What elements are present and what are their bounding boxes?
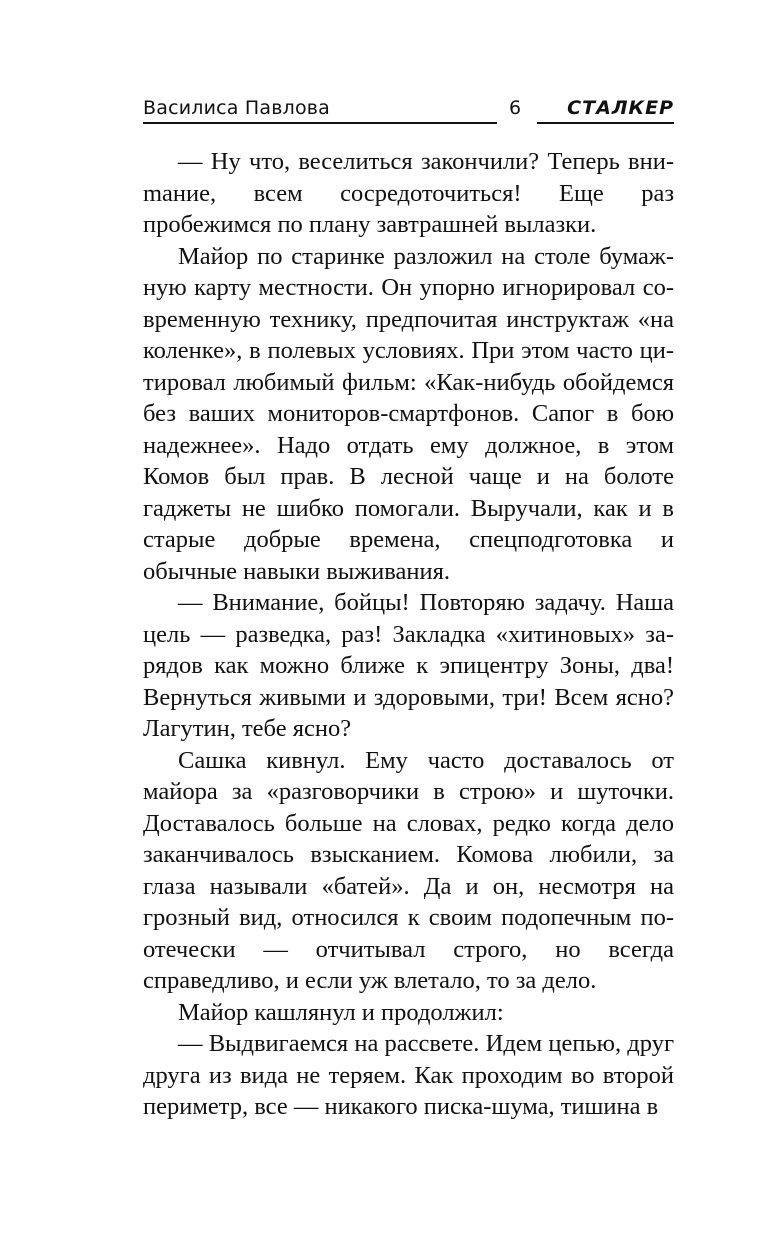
paragraph: Майор по старинке разложил на столе бумажную карту местности. Он упорно игнорировал современную технику, предпочитая инструктаж «на коленке», в полевых условиях. При этом часто цитировал любимый фильм: «Как-нибудь обойдемся без ваших мониторов-смартфонов. Сапог в бою надежнее». Надо отдать ему должное, в этом Комов был прав. В лесной чаще и на болоте гаджеты не шибко помогали. Выручали, как и в старые добрые времена, спецподготовка и обычные навыки выживания.	[143, 242, 674, 585]
header-series-title: СТАЛКЕР	[567, 97, 674, 119]
header-rule-right	[537, 122, 674, 124]
paragraph: — Ну что, веселиться закончили? Теперь вниmание, всем сосредоточиться! Еще раз пробежимся по плану завтрашней вылазки.	[143, 148, 674, 238]
paragraph: Сашка кивнул. Ему часто доставалось от майора за «разговорчики в строю» и шуточки. Доставалось больше на словах, редко когда дело заканчивалось взысканием. Комова любили, за глаза называли «батей». Да и он, несмотря на грозный вид, относился к своим подопечным по-отечески — отчитывал строго, но всегда справедливо, и если уж влетало, то за дело.	[143, 746, 674, 994]
body-text	[143, 146, 674, 1123]
header-rule-left	[143, 122, 497, 124]
paragraph: — Внимание, бойцы! Повторяю задачу. Наша цель — разведка, раз! Закладка «хитиновых» зарядов как можно ближе к эпицентру Зоны, два! Вернуться живыми и здоровыми, три! Всем ясно? Лагутин, тебе ясно?	[143, 589, 674, 742]
running-header	[143, 97, 674, 131]
paragraph: Майор кашлянул и продолжил:	[178, 998, 504, 1026]
header-author: Василиса Павлова	[143, 97, 331, 119]
page-number: 6	[509, 97, 522, 119]
paragraph: — Выдвигаемся на рассвете. Идем цепью, друг друга из вида не теряем. Как проходим во второй периметр, все — никакого писка-шума, тишина в	[143, 1030, 674, 1120]
